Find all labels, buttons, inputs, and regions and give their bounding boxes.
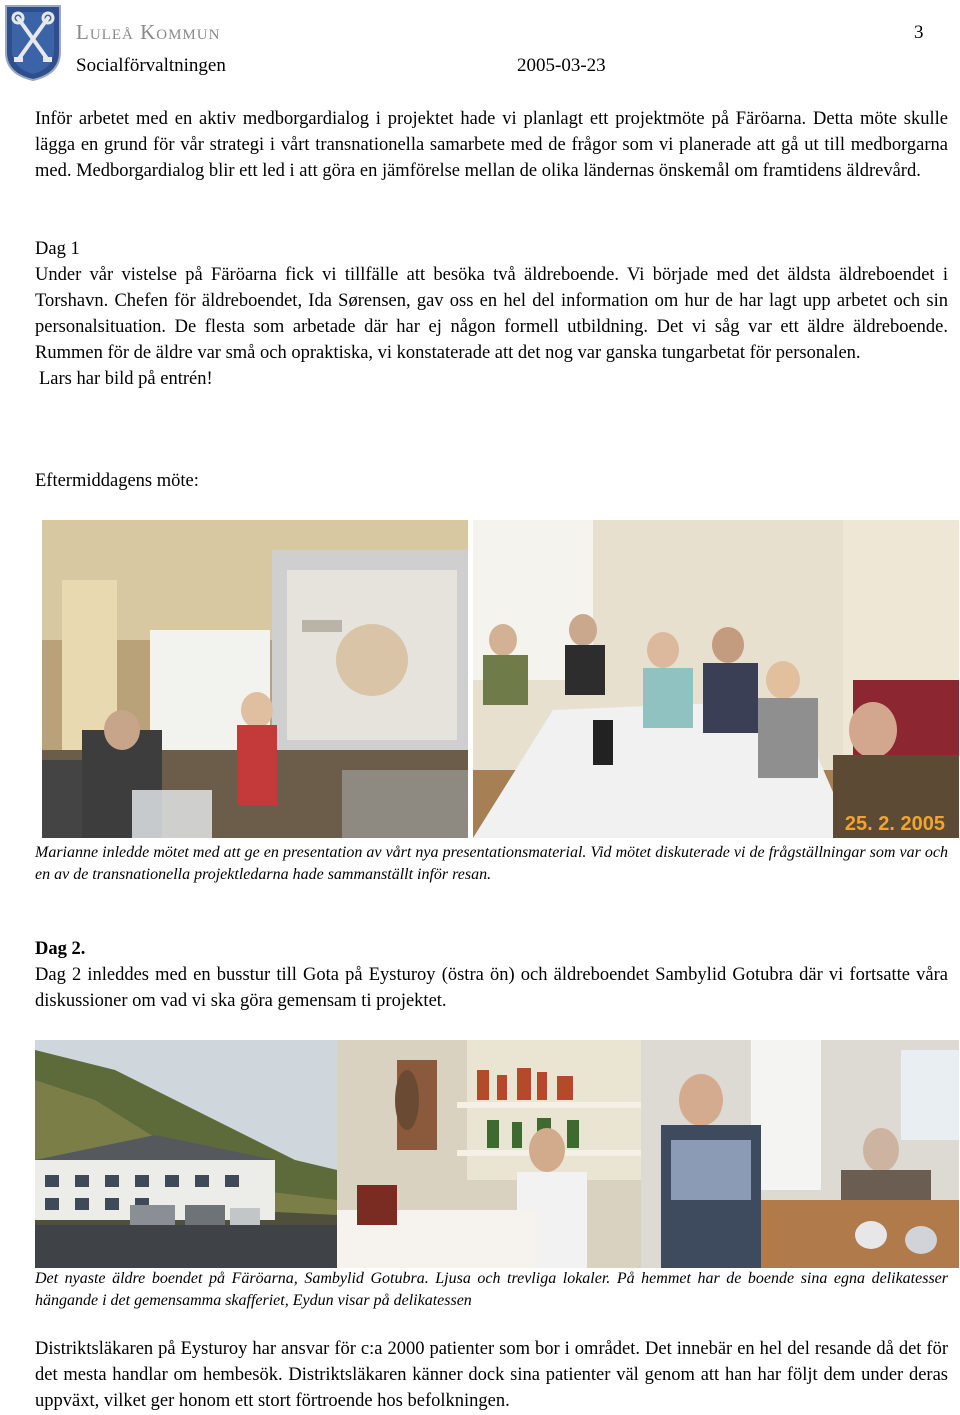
department-name: Socialförvaltningen <box>76 55 226 76</box>
presentation-photo <box>42 520 468 838</box>
building-photo <box>35 1040 337 1268</box>
day2-section <box>35 936 948 1014</box>
residents-photo <box>641 1040 959 1268</box>
photo-date-stamp: 25. 2. 2005 <box>844 813 945 835</box>
day1-note: Lars har bild på entrén! <box>39 369 213 389</box>
closing-paragraph: Distriktsläkaren på Eysturoy har ansvar för c:a 2000 patienter som bor i området. Det innebär en hel del resande då det för det mesta handlar om hembesök. Distriktsläkaren känner dock sina patienter väl genom att han har följt dem under deras uppväxt, vilket ger honom ett stort förtroende hos befolkningen. <box>35 1339 948 1411</box>
meeting-caption: Marianne inledde mötet med att ge en presentation av vårt nya presentationsmaterial. Vid mötet diskuterade vi de frågställningar som var och en av de transnationella projektledarna hade sammanställt inför resan. <box>35 844 948 883</box>
page-number: 3 <box>914 22 924 43</box>
day1-heading: Dag 1 <box>35 239 80 259</box>
municipality-crest <box>4 4 62 82</box>
intro-paragraph <box>35 106 948 184</box>
day2-heading: Dag 2. <box>35 939 86 959</box>
gota-caption: Det nyaste äldre boendet på Färöarna, Sambylid Gotubra. Ljusa och trevliga lokaler. På hemmet har de boende sina egna delikatesser hängande i det gemensamma skafferiet, Eydun visar på delikatessen <box>35 1270 948 1309</box>
day1-section <box>35 236 948 392</box>
day1-body: Under vår vistelse på Färöarna fick vi tillfälle att besöka två äldreboende. Vi började med det äldsta äldreboendet i Torshavn. Chefen för äldreboendet, Ida Sørensen, gav oss en hel del information om hur de har lagt upp arbetet och sin personalsituation. De flesta som arbetade där har ej någon formell utbildning. Det vi såg var ett äldre äldreboende. Rummen för de äldre var små och opraktiska, vi konstaterade att det nog var ganska tungarbetat för personalen. <box>35 265 948 363</box>
document-date: 2005-03-23 <box>517 55 606 76</box>
organization-name: Luleå Kommun <box>76 20 221 44</box>
afternoon-heading: Eftermiddagens möte: <box>35 471 199 491</box>
meeting-photo <box>473 520 959 838</box>
day2-body: Dag 2 inleddes med en busstur till Gota på Eysturoy (östra ön) och äldreboendet Sambylid Gotubra där vi fortsatte våra diskussioner om vad vi ska göra gemensam ti projektet. <box>35 965 948 1011</box>
intro-text: Inför arbetet med en aktiv medborgardialog i projektet hade vi planlagt ett projektmöte på Färöarna. Detta möte skulle lägga en grund för vår strategi i vårt transnationella samarbete med de frågor som vi planerade att gå ut till medborgarna med. Medborgardialog blir ett led i att göra en jämförelse mellan de olika ländernas önskemål om framtidens äldrevård. <box>35 109 948 181</box>
pantry-photo <box>337 1040 641 1268</box>
